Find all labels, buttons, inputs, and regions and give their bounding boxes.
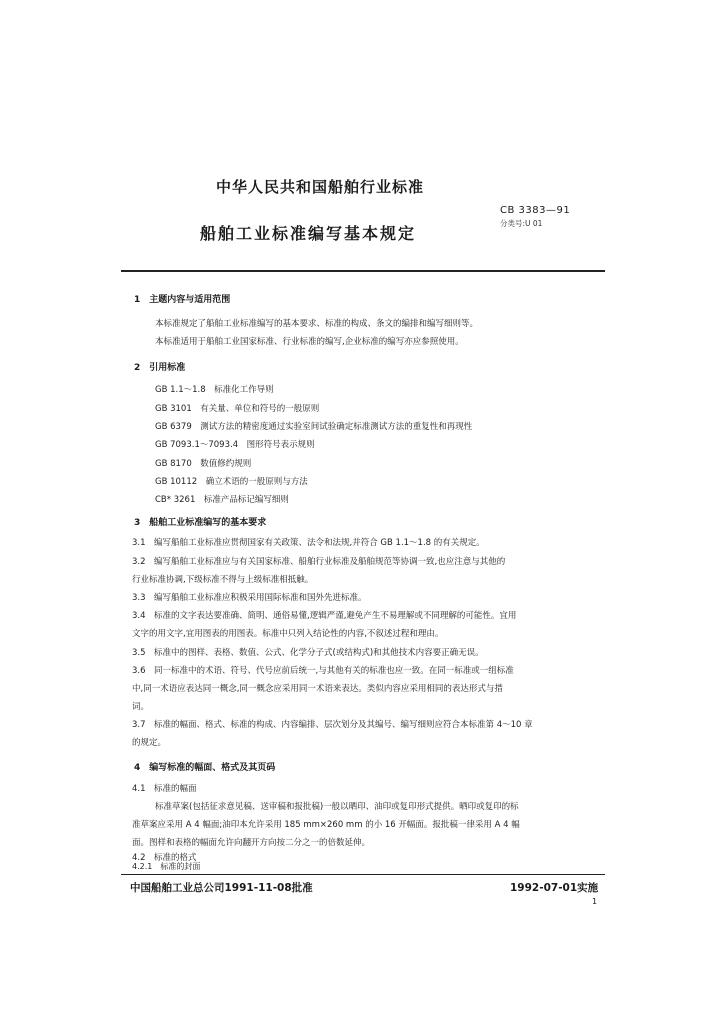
- reference-item: [155, 420, 472, 432]
- reference-item: [155, 383, 274, 395]
- section-4-line: 标准草案(包括征求意见稿、送审稿和报批稿)一般以晒印、油印或复印形式提供。晒印或复印的标: [155, 802, 519, 812]
- reference-title: 测试方法的精密度通过实验室间试验确定标准测试方法的重复性和再现性: [200, 422, 473, 432]
- reference-item: [155, 438, 315, 450]
- document-title: 船舶工业标准编写基本规定: [200, 224, 417, 243]
- section-3-line: 中,同一术语应表达同一概念,同一概念应采用同一术语来表达。类似内容应采用相同的表达形式与措: [132, 684, 503, 694]
- reference-title: 图形符号表示规则: [246, 440, 315, 450]
- section-3-line: 行业标准协调,下级标准不得与上级标准相抵触。: [132, 575, 314, 585]
- approval-statement: 中国船舶工业总公司1991-11-08批准: [130, 882, 313, 894]
- reference-code: GB 8170: [155, 459, 192, 469]
- section-3-line: 3.7 标准的幅面、格式、标准的构成、内容编排、层次划分及其编号、编写细则应符合本标准第 4～10 章: [132, 720, 533, 730]
- footer-divider: [121, 874, 605, 875]
- page-number: 1: [592, 897, 598, 906]
- section-3-line: 词。: [132, 702, 150, 712]
- reference-item: [155, 402, 319, 414]
- section-3-line: 3.4 标准的文字表达要准确、简明、通俗易懂,逻辑严谨,避免产生不易理解或不同理解的可能性。宜用: [132, 611, 517, 621]
- section-3-line: 3.3 编写船舶工业标准应积极采用国际标准和国外先进标准。: [132, 593, 367, 603]
- section-1-heading: 1 主题内容与适用范围: [134, 295, 231, 305]
- section-3-heading: 3 船舶工业标准编写的基本要求: [134, 518, 267, 528]
- classification-number: 分类号:U 01: [500, 219, 543, 228]
- reference-title: 标准产品标记编写细则: [203, 495, 289, 505]
- section-4-line: 面。图样和表格的幅面允许向翻开方向按二分之一的倍数延伸。: [132, 838, 371, 848]
- section-1-paragraph-2: 本标准适用于船舶工业国家标准、行业标准的编写,企业标准的编写亦应参照使用。: [155, 337, 464, 347]
- section-4-line: 准草案应采用 A 4 幅面;油印本允许采用 185 mm×260 mm 的小 16 开幅面。报批稿一律采用 A 4 幅: [132, 820, 520, 830]
- section-3-line: 文字的用文字,宜用图表的用图表。标准中只列入结论性的内容,不叙述过程和理由。: [132, 629, 444, 639]
- subsection-4-2-1-heading: 4.2.1 标准的封面: [132, 862, 201, 871]
- reference-code: GB 1.1～1.8: [155, 385, 206, 395]
- section-3-line: 3.6 同一标准中的术语、符号、代号应前后统一,与其他有关的标准也应一致。在同一标准或一组标准: [132, 666, 514, 676]
- subsection-4-1-heading: 4.1 标准的幅面: [132, 784, 197, 794]
- reference-item: [155, 475, 308, 487]
- subsection-4-2-heading: 4.2 标准的格式: [132, 853, 197, 863]
- section-3-line: 3.5 标准中的图样、表格、数值、公式、化学分子式(或结构式)和其他技术内容要正确无误。: [132, 648, 484, 658]
- section-2-heading: 2 引用标准: [134, 363, 186, 373]
- section-1-paragraph-1: 本标准规定了船舶工业标准编写的基本要求、标准的构成、条文的编排和编写细则等。: [155, 319, 479, 329]
- reference-code: GB 10112: [155, 477, 198, 487]
- standard-org-title: 中华人民共和国船舶行业标准: [216, 178, 425, 196]
- section-3-line: 3.1 编写船舶工业标准应贯彻国家有关政策、法令和法规,并符合 GB 1.1～1.8 的有关规定。: [132, 538, 485, 548]
- header-divider: [121, 270, 605, 272]
- reference-item: [155, 493, 289, 505]
- effective-date: 1992-07-01实施: [510, 882, 599, 894]
- reference-code: CB* 3261: [155, 495, 196, 505]
- section-4-heading: 4 编写标准的幅面、格式及其页码: [134, 763, 276, 773]
- standard-code: CB 3383—91: [500, 205, 571, 216]
- section-3-line: 3.2 编写船舶工业标准应与有关国家标准、船舶行业标准及船舶规范等协调一致,也应注意与其他的: [132, 557, 506, 567]
- reference-title: 有关量、单位和符号的一般原则: [200, 404, 320, 414]
- reference-title: 数值修约规则: [200, 459, 252, 469]
- reference-code: GB 3101: [155, 404, 192, 414]
- reference-code: GB 7093.1～7093.4: [155, 440, 239, 450]
- reference-item: [155, 457, 251, 469]
- reference-title: 标准化工作导则: [214, 385, 274, 395]
- reference-title: 确立术语的一般原则与方法: [205, 477, 308, 487]
- reference-code: GB 6379: [155, 422, 192, 432]
- section-3-line: 的规定。: [132, 738, 167, 748]
